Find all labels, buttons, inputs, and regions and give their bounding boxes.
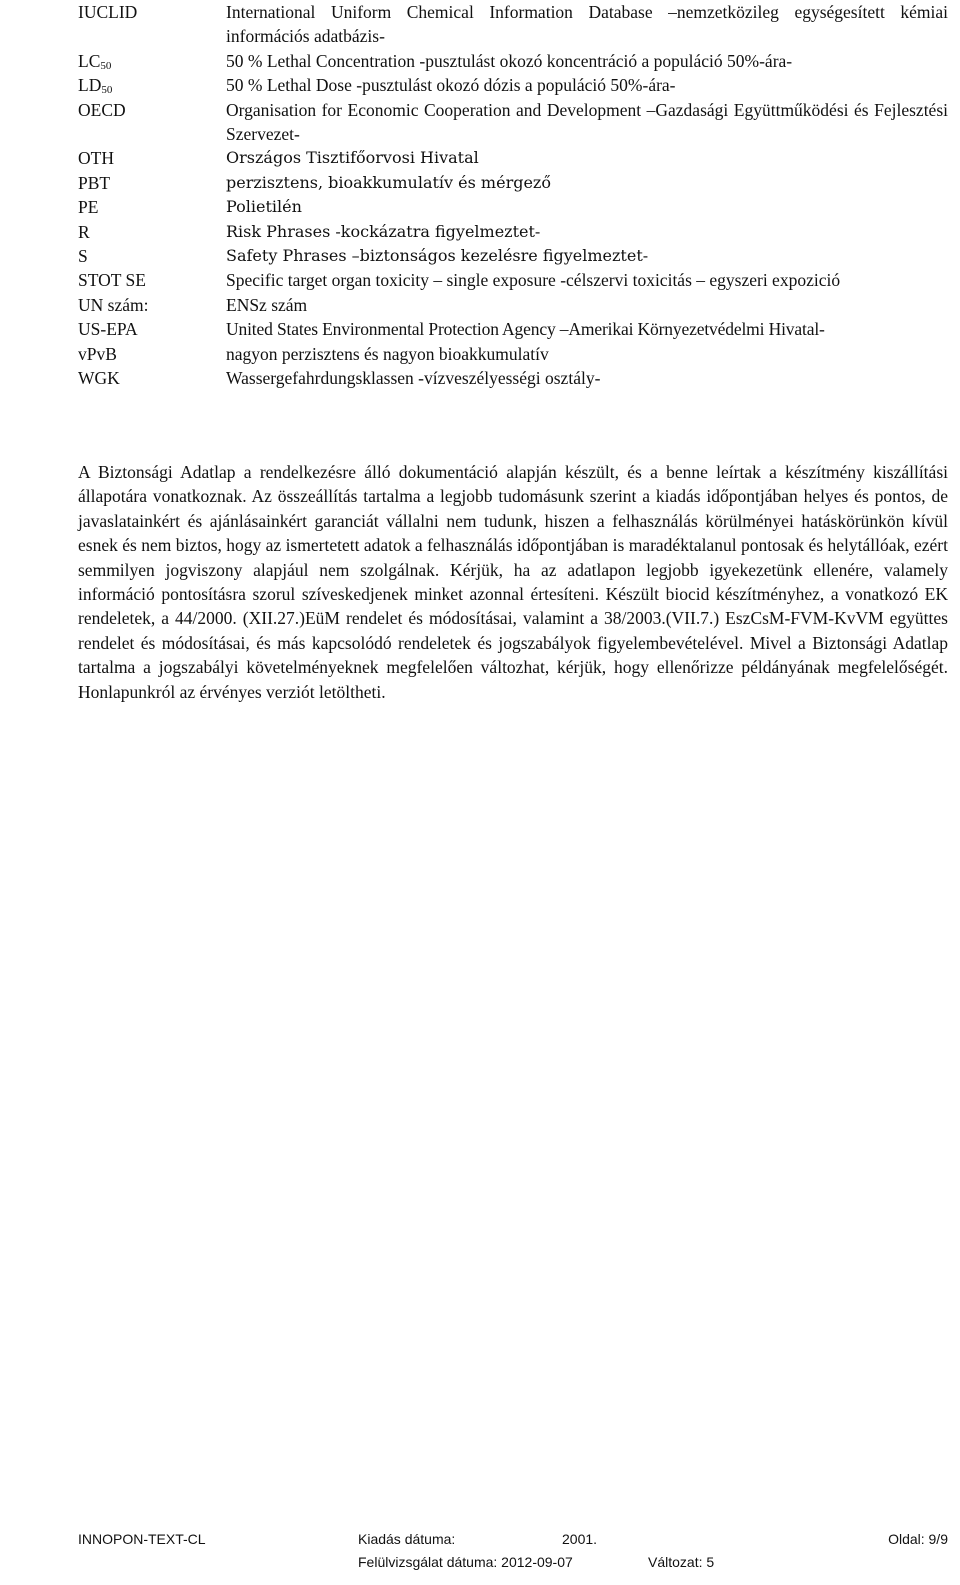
abbreviation-row	[78, 293, 948, 317]
abbreviation-definition: Risk Phrases -kockázatra figyelmeztet-	[226, 221, 541, 241]
abbreviation-term: OTH	[78, 148, 114, 169]
disclaimer-paragraph: A Biztonsági Adatlap a rendelkezésre álló dokumentáció alapján készült, és a benne leírtak a készítmény kiszállítási állapotára vonatkoznak. Az összeállítás tartalma a legjobb tudomásunk szerint a kiadás időpontjában helyes és pontos, de javaslatainkért és ajánlásainkért garanciát vállalni nem tudunk, hiszen a felhasználás körülményei hatáskörünkön kívül esnek és nem biztos, hogy az ismertetett adatok a felhasználás időpontjában is maradéktalanul pontosak és helytállóak, ezért semmilyen jogviszony alapjául nem szolgálnak. Kérjük, ha az adatlapon legjobb igyekezetünk ellenére, valamely információ pontosításra szorul szíveskedjenek minket azonnal értesíteni. Készült biocid készítményhez, a vonatkozó EK rendeletek, a 44/2000. (XII.27.)EüM rendelet és módosításai, valamint a 38/2003.(VII.7.) EszCsM-FVM-KvVM együttes rendelet és módosításai, és más kapcsolódó rendeletek és jogszabályok figyelembevételével. Mivel a Biztonsági Adatlap tartalma a jogszabályi követelményeknek megfelelően változhat, kérjük, hogy ellenőrizze példányának megfelelőségét. Honlapunkról az érvényes verziót letöltheti.	[78, 462, 948, 702]
abbreviation-term: STOT SE	[78, 270, 146, 291]
abbreviation-term: $LD_{50}$	[78, 75, 113, 97]
abbreviation-term: S	[78, 246, 88, 267]
abbreviation-definition: perzisztens, bioakkumulatív és mérgező	[226, 172, 551, 192]
abbreviation-row	[78, 342, 948, 366]
abbreviation-definition: 50 % Lethal Dose -pusztulást okozó dózis a populáció 50%-ára-	[226, 75, 676, 96]
abbreviation-row	[78, 220, 948, 244]
abbreviation-definition: Organisation for Economic Cooperation and Development –Gazdasági Együttműködési és Fejlesztési Szervezet-	[226, 99, 948, 145]
footer-page-number: Oldal: 9/9	[888, 1531, 948, 1547]
footer-revision-date: Felülvizsgálat dátuma: 2012-09-07	[358, 1554, 573, 1570]
abbreviation-definition: Safety Phrases –biztonságos kezelésre figyelmeztet-	[226, 246, 649, 266]
abbreviation-definition: United States Environmental Protection Agency –Amerikai Környezetvédelmi Hivatal-	[226, 319, 825, 340]
abbreviation-row	[78, 366, 948, 390]
abbreviation-definition: Specific target organ toxicity – single exposure -célszervi toxicitás – egyszeri expozició	[226, 270, 841, 291]
abbreviation-row	[78, 268, 948, 292]
abbreviation-definition: 50 % Lethal Concentration -pusztulást okozó koncentráció a populáció 50%-ára-	[226, 50, 793, 71]
footer-issue-label: Kiadás dátuma:	[358, 1531, 456, 1547]
abbreviation-definition: Wassergefahrdungsklassen -vízveszélyességi osztály-	[226, 368, 601, 389]
abbreviation-row	[78, 317, 948, 341]
footer-issue-value: 2001.	[562, 1531, 598, 1547]
abbreviation-definition: Polietilén	[226, 197, 302, 217]
abbreviation-list	[78, 0, 948, 391]
abbreviation-definition: International Uniform Chemical Information Database –nemzetközileg egységesített kémiai információs adatbázis-	[226, 2, 948, 47]
abbreviation-term: OECD	[78, 99, 126, 120]
abbreviation-term: R	[78, 221, 90, 242]
abbreviation-row	[78, 146, 948, 170]
abbreviation-definition: ENSz szám	[226, 294, 308, 315]
abbreviation-term: IUCLID	[78, 2, 138, 22]
footer-version: Változat: 5	[648, 1554, 715, 1570]
abbreviation-term: WGK	[78, 368, 120, 389]
abbreviation-definition: Országos Tisztifőorvosi Hivatal	[226, 148, 479, 168]
abbreviation-term: vPvB	[78, 343, 117, 364]
abbreviation-definition: nagyon perzisztens és nagyon bioakkumulatív	[226, 343, 549, 364]
abbreviation-term: PBT	[78, 172, 111, 193]
abbreviation-row	[78, 49, 948, 73]
abbreviation-row	[78, 244, 948, 268]
abbreviation-row	[78, 171, 948, 195]
footer-doc-code: INNOPON-TEXT-CL	[78, 1531, 206, 1547]
abbreviation-row	[78, 195, 948, 219]
abbreviation-term: $LC_{50}$	[78, 50, 112, 72]
abbreviation-term: PE	[78, 197, 99, 218]
page-footer	[78, 1528, 948, 1583]
abbreviation-term: US-EPA	[78, 319, 138, 340]
abbreviation-row	[78, 98, 948, 147]
abbreviation-term: UN szám:	[78, 294, 149, 315]
abbreviation-row	[78, 73, 948, 97]
abbreviation-row	[78, 0, 948, 49]
